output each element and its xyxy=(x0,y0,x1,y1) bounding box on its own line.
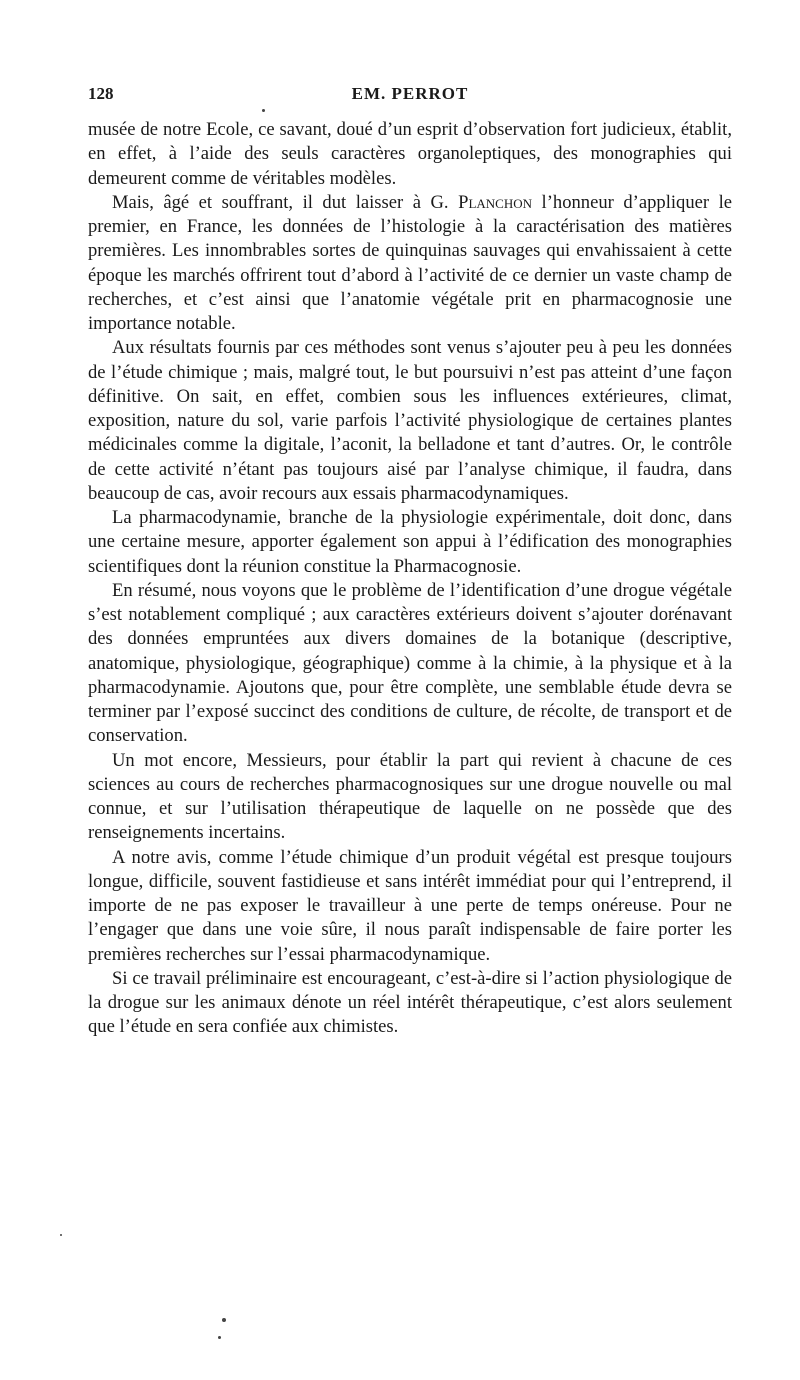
paragraph-4: La pharmacodynamie, branche de la physiologie expérimentale, doit donc, dans une certaine mesure, apporter également son appui à l’édification des monographies scientifiques dont la réunion constitue la Pharmacognosie. xyxy=(88,507,732,577)
scan-speck xyxy=(60,1234,62,1236)
page-number: 128 xyxy=(88,84,114,103)
paragraph-8: Si ce travail préliminaire est encourageant, c’est-à-dire si l’action physiologique de la drogue sur les animaux dénote un réel intérêt thérapeutique, c’est alors seulement que l’étude en sera confiée aux chimistes. xyxy=(88,967,732,1038)
running-head: EM. PERROT xyxy=(351,84,469,103)
body-text xyxy=(88,118,732,1040)
paragraph-5: En résumé, nous voyons que le problème de l’identification d’une drogue végétale s’est notablement compliqué ; aux caractères extérieurs doivent s’ajouter dorénavant des données empruntées aux divers domaines de la botanique (descriptive, anatomique, physiologique, géographique) comme à la chimie, à la physique et à la pharmacodynamie. Ajoutons que, pour être complète, une semblable étude devra se terminer par l’exposé succinct des conditions de culture, de récolte, de transport et de conservation. xyxy=(88,579,732,747)
paragraph-2 xyxy=(88,191,732,337)
paragraph-1: musée de notre Ecole, ce savant, doué d’un esprit d’observation fort judicieux, établit, en effet, à l’aide des seuls caractères organoleptiques, des monographies qui demeurent comme de véritables modèles. xyxy=(88,119,732,189)
scan-speck xyxy=(262,109,265,112)
paragraph-7: A notre avis, comme l’étude chimique d’un produit végétal est presque toujours longue, difficile, souvent fastidieuse et sans intérêt immédiat pour qui l’entreprend, il importe de ne pas exposer le travailleur à une perte de temps onéreuse. Pour ne l’engager que dans une voie sûre, il nous paraît indispensable de faire porter les premières recherches sur l’essai pharmacodynamique. xyxy=(88,846,732,965)
page-header xyxy=(88,84,732,108)
paragraph-6: Un mot encore, Messieurs, pour établir la part qui revient à chacune de ces sciences au cours de recherches pharmacognosiques sur une drogue nouvelle ou mal connue, et sur l’utilisation thérapeutique de laquelle on ne possède que des renseignements incertains. xyxy=(88,749,732,844)
paragraph-3: Aux résultats fournis par ces méthodes sont venus s’ajouter peu à peu les données de l’étude chimique ; mais, malgré tout, le but poursuivi n’est pas atteint d’une façon définitive. On sait, en effet, combien sous les influences extérieures, climat, exposition, nature du sol, varie parfois l’activité physiologique de certaines plantes médicinales comme la digitale, l’aconit, la belladone et tant d’autres. Or, le contrôle de cette activité n’étant pas toujours aisé par l’analyse chimique, il faudra, dans beaucoup de cas, avoir recours aux essais pharmacodynamiques. xyxy=(88,337,732,504)
scan-speck xyxy=(218,1336,221,1339)
paragraph-2-start: Mais, âgé et souffrant, il dut laisser à G. xyxy=(112,191,449,213)
paragraph-2-end: l’honneur d’appliquer le premier, en France, les données de l’histologie à la caractérisation des matières premières. Les innombrables sortes de quinquinas sauvages qui envahissaient à cette époque les marchés offrirent tout d’abord à l’activité de ce dernier un vaste champ de recherches, et c’est ainsi que l’anatomie végétale prit en pharmacognosie une importance notable. xyxy=(88,191,732,334)
author-name-planchon: Planchon xyxy=(458,191,533,213)
scan-speck xyxy=(222,1318,226,1322)
